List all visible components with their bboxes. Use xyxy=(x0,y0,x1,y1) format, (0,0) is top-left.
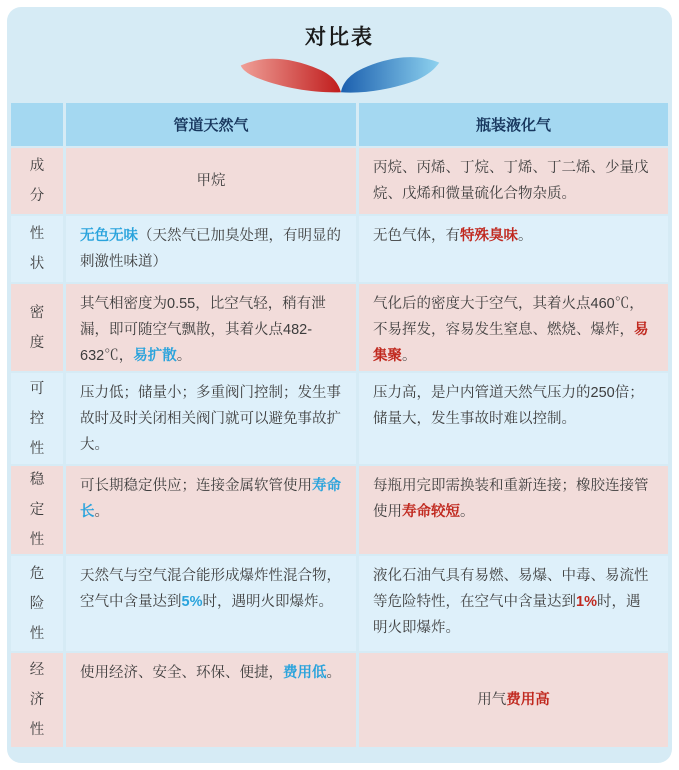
cell-properties-pipeline: 无色无味（天然气已加臭处理，有明显的刺激性味道） xyxy=(66,216,356,282)
ribbon-graphic xyxy=(235,53,445,99)
cell-composition-pipeline: 甲烷 xyxy=(66,148,356,214)
cell-economy-pipeline: 使用经济、安全、环保、便捷，费用低。 xyxy=(66,653,356,747)
cell-properties-bottled: 无色气体，有特殊臭味。 xyxy=(359,216,668,282)
comparison-table xyxy=(11,103,668,747)
row-label-composition: 成分 xyxy=(11,148,63,214)
row-label-stability: 稳定性 xyxy=(11,466,63,554)
cell-density-bottled: 气化后的密度大于空气，其着火点460℃，不易挥发，容易发生窒息、燃烧、爆炸，易集聚。 xyxy=(359,284,668,371)
cell-controllability-bottled: 压力高，是户内管道天然气压力的250倍；储量大，发生事故时难以控制。 xyxy=(359,373,668,464)
header-corner-cell xyxy=(11,103,63,146)
cell-controllability-pipeline: 压力低；储量小；多重阀门控制；发生事故时及时关闭相关阀门就可以避免事故扩大。 xyxy=(66,373,356,464)
col-header-bottled-gas: 瓶装液化气 xyxy=(359,103,668,146)
cell-economy-bottled: 用气费用高 xyxy=(359,653,668,747)
col-header-pipeline-gas: 管道天然气 xyxy=(66,103,356,146)
cell-density-pipeline: 其气相密度为0.55，比空气轻，稍有泄漏，即可随空气飘散，其着火点482-632℃，易扩散。 xyxy=(66,284,356,371)
infographic-card xyxy=(7,7,672,763)
row-label-hazard: 危险性 xyxy=(11,556,63,651)
cell-composition-bottled: 丙烷、丙烯、丁烷、丁烯、丁二烯、少量戊烷、戊烯和微量硫化合物杂质。 xyxy=(359,148,668,214)
ribbon-swoosh-icon xyxy=(235,53,445,99)
cell-stability-bottled: 每瓶用完即需换装和重新连接；橡胶连接管使用寿命较短。 xyxy=(359,466,668,554)
cell-hazard-bottled: 液化石油气具有易燃、易爆、中毒、易流性等危险特性，在空气中含量达到1%时，遇明火即爆炸。 xyxy=(359,556,668,651)
cell-hazard-pipeline: 天然气与空气混合能形成爆炸性混合物，空气中含量达到5%时，遇明火即爆炸。 xyxy=(66,556,356,651)
row-label-controllability: 可控性 xyxy=(11,373,63,464)
cell-stability-pipeline: 可长期稳定供应；连接金属软管使用寿命长。 xyxy=(66,466,356,554)
page-title: 对比表 xyxy=(305,26,374,49)
row-label-economy: 经济性 xyxy=(11,653,63,747)
row-label-density: 密度 xyxy=(11,284,63,371)
row-label-properties: 性状 xyxy=(11,216,63,282)
